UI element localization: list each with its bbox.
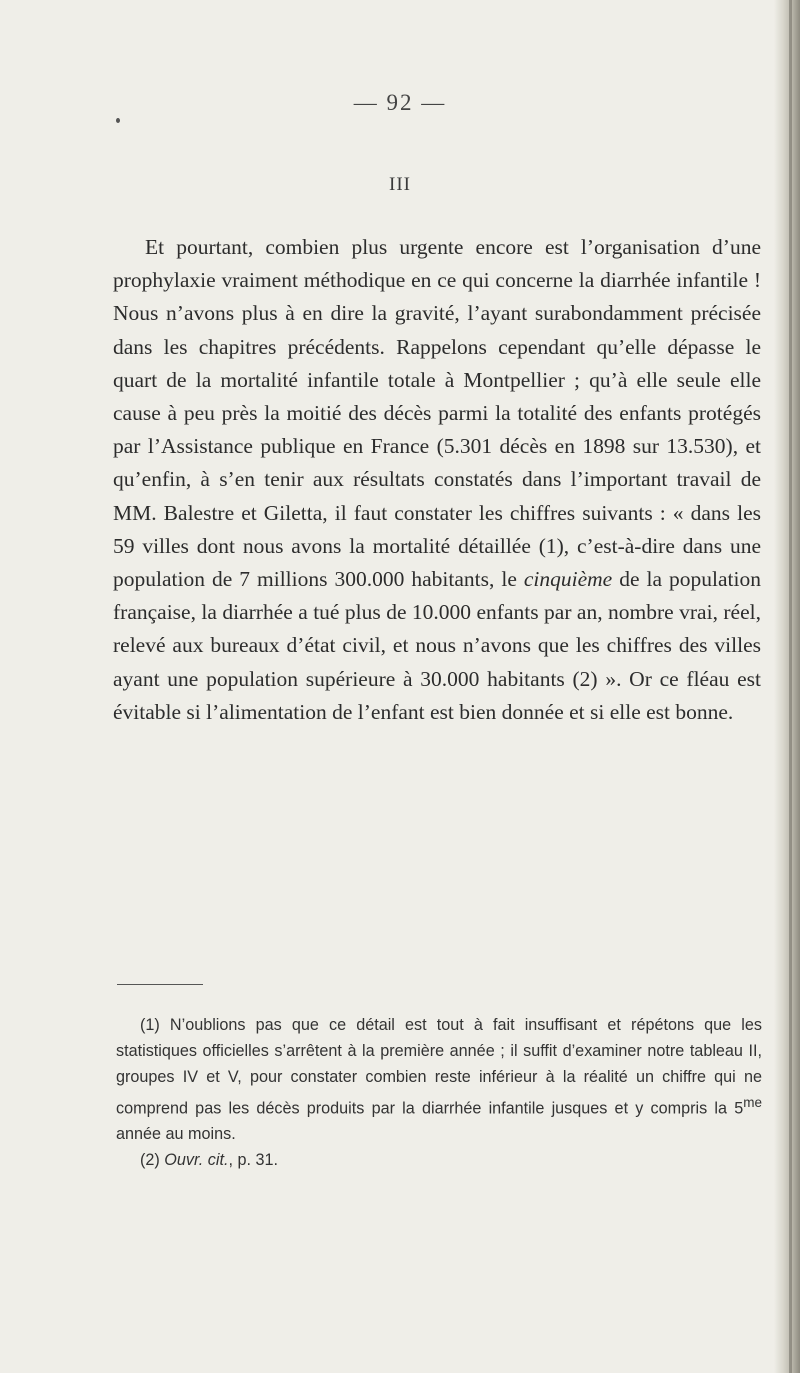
page-edge-line (789, 0, 792, 1373)
footnote-1-superscript: me (743, 1095, 762, 1110)
ink-speck (116, 118, 120, 123)
body-italic-word: cinquième (523, 567, 613, 592)
section-number: III (389, 174, 411, 195)
body-paragraph (113, 231, 761, 729)
footnote-1-text: (1) N’oublions pas que ce détail est tout à fait insuffisant et répétons que les statistiques officielles s’arrêtent à la première année ; il suffit d’examiner notre tableau II, groupes IV et V, pour constater combien reste inférieur à la réalité un chiffre qui ne comprend pas les décès produits par la diarrhée infantile jusques et y compris la 5 (116, 1016, 762, 1118)
footnote-1 (116, 1012, 762, 1147)
footnote-2-work-title: Ouvr. cit. (164, 1151, 229, 1170)
body-text-part-2: de la population française, la diarrhée a tué plus de 10.000 enfants par an, nombre vrai, réel, relevé aux bureaux d’état civil, et nous n’avons que les chiffres des villes ayant une population supérieure à 30.000 habitants (2) ». Or ce fléau est évitable si l’alimentation de l’enfant est bien donnée et si elle est bonne. (113, 567, 761, 724)
footnote-2-number: (2) (140, 1151, 165, 1170)
footnote-2-page: , p. 31. (228, 1151, 278, 1170)
footnote-separator (117, 984, 203, 985)
page-edge-shadow (774, 0, 800, 1373)
footnotes (116, 1012, 762, 1173)
body-text-part-1: Et pourtant, combien plus urgente encore est l’organisation d’une prophylaxie vraiment méthodique en ce qui concerne la diarrhée infantile ! Nous n’avons plus à en dire la gravité, l’ayant surabondamment précisée dans les chapitres précédents. Rappelons cependant qu’elle dépasse le quart de la mortalité infantile totale à Montpellier ; qu’à elle seule elle cause à peu près la moitié des décès parmi la totalité des enfants protégés par l’Assistance publique en France (5.301 décès en 1898 sur 13.530), et qu’enfin, à s’en tenir aux résultats constatés dans l’important travail de MM. Balestre et Giletta, il faut constater les chiffres suivants : « dans les 59 villes dont nous avons la mortalité détaillée (1), c’est-à-dire dans une population de 7 millions 300.000 habitants, le (113, 235, 761, 592)
footnote-2 (116, 1147, 762, 1173)
page-number: — 92 — (353, 90, 447, 115)
footnote-1-text-end: année au moins. (116, 1125, 236, 1144)
